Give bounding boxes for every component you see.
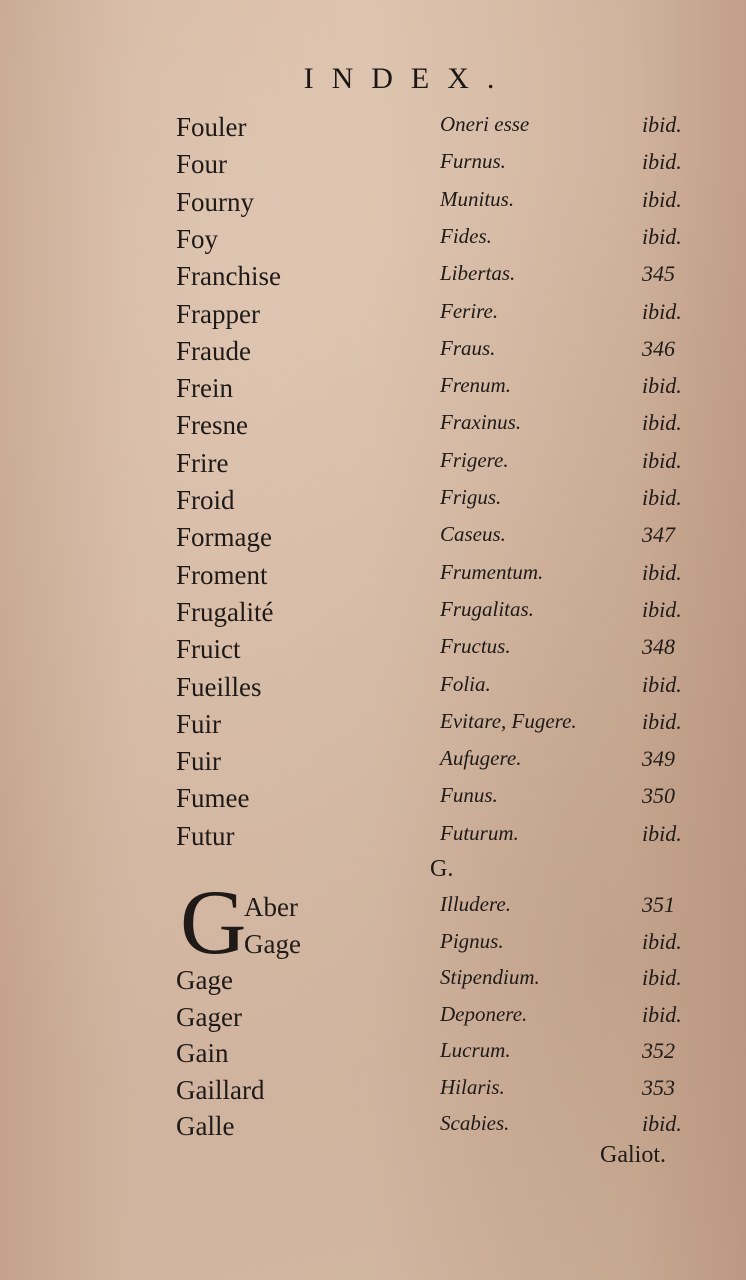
index-entry [0,1002,746,1040]
latin-term: Frigus. [440,485,502,509]
index-entry [0,485,746,523]
page-reference: ibid. [642,559,682,585]
page-reference: 353 [642,1074,675,1100]
page-reference: ibid. [642,1111,682,1136]
latin-term: Illudere. [440,892,511,916]
french-term: Fraude [176,335,251,366]
page-reference: 345 [642,261,675,287]
french-term: Fouler [176,112,247,142]
index-entry [0,783,746,821]
french-term: Galle [176,1111,235,1141]
french-term: Fueilles [176,671,262,702]
page-reference: ibid. [642,186,682,212]
latin-term: Folia. [440,671,491,696]
page-reference: ibid. [642,928,682,954]
latin-term: Frugalitas. [440,596,534,621]
index-entry [0,746,746,784]
index-entry [0,410,746,448]
latin-term: Stipendium. [440,965,540,989]
french-term: Gaillard [176,1074,265,1105]
section-heading: G. [430,856,454,882]
page-reference: ibid. [642,708,682,734]
french-term: Foy [176,223,219,254]
latin-term: Evitare, Fugere. [440,708,577,733]
latin-term: Fides. [440,223,492,248]
latin-term: Oneri esse [440,112,530,136]
latin-term: Frenum. [440,373,511,398]
french-term: Froid [176,485,235,515]
french-term: Gage [176,965,233,995]
french-term: Frein [176,373,233,404]
latin-term: Frumentum. [440,559,544,584]
french-term: Fourny [176,186,255,217]
page-reference: 348 [642,634,675,660]
french-term: Fuir [176,746,222,777]
latin-term: Munitus. [440,186,515,211]
page-reference: ibid. [642,671,682,697]
page-reference: ibid. [642,410,682,436]
french-term: Frire [176,447,229,478]
page-reference: ibid. [642,820,682,846]
index-entry [0,597,746,635]
page-reference: 349 [642,746,675,772]
latin-term: Caseus. [440,522,506,547]
index-entry [0,149,746,187]
latin-term: Fraus. [440,335,496,360]
french-term: Franchise [176,261,281,292]
index-entry [0,634,746,672]
page-reference: ibid. [642,373,682,399]
latin-term: Hilaris. [440,1074,505,1099]
page-reference: ibid. [642,965,682,990]
index-entry [0,965,746,1003]
page-reference: ibid. [642,1001,682,1027]
french-term: Gain [176,1038,229,1068]
french-term: Froment [176,559,268,590]
french-term: Frugalité [176,596,274,627]
french-term: Gage [244,928,301,959]
french-term: Fruict [176,634,241,665]
index-entry [0,112,746,150]
latin-term: Furnus. [440,149,506,174]
index-entry [0,560,746,598]
latin-term: Futurum. [440,820,519,845]
french-term: Frapper [176,298,260,329]
page-reference: 350 [642,783,675,809]
french-term: Fumee [176,783,250,814]
latin-term: Scabies. [440,1111,510,1135]
drop-cap: G [180,871,247,973]
page-reference: 351 [642,892,675,917]
page-reference: ibid. [642,149,682,175]
index-entry [0,672,746,710]
index-entry [0,1038,746,1076]
french-term: Fresne [176,410,248,441]
page-reference: 352 [642,1038,675,1063]
french-term: Gager [176,1001,242,1032]
index-entry [0,224,746,262]
page-reference: ibid. [642,223,682,249]
index-entry [0,336,746,374]
latin-term: Deponere. [440,1001,528,1026]
index-entry [0,929,746,967]
page-reference: ibid. [642,298,682,324]
index-entry [0,187,746,225]
index-entry [0,373,746,411]
index-entry [0,892,746,930]
page-reference: ibid. [642,447,682,473]
index-entry [0,1075,746,1113]
latin-term: Funus. [440,783,498,808]
latin-term: Lucrum. [440,1038,511,1062]
latin-term: Fructus. [440,634,511,659]
page-reference: ibid. [642,596,682,622]
catchword: Galiot. [600,1142,666,1168]
index-entry [0,448,746,486]
index-entry [0,709,746,747]
page-reference: 347 [642,522,675,548]
latin-term: Libertas. [440,261,516,286]
latin-term: Frigere. [440,447,509,472]
latin-term: Pignus. [440,928,504,953]
index-entry [0,522,746,560]
latin-term: Fraxinus. [440,410,522,435]
french-term: Fuir [176,708,222,739]
index-entry [0,821,746,859]
index-entry [0,261,746,299]
page-reference: 346 [642,335,675,361]
latin-term: Ferire. [440,298,499,323]
french-term: Four [176,149,228,180]
index-entry [0,299,746,337]
french-term: Futur [176,820,235,851]
french-term: Aber [244,892,298,922]
page-reference: ibid. [642,485,682,510]
page-header: INDEX. [303,62,513,95]
latin-term: Aufugere. [440,746,522,771]
french-term: Formage [176,522,272,553]
page-reference: ibid. [642,112,682,137]
